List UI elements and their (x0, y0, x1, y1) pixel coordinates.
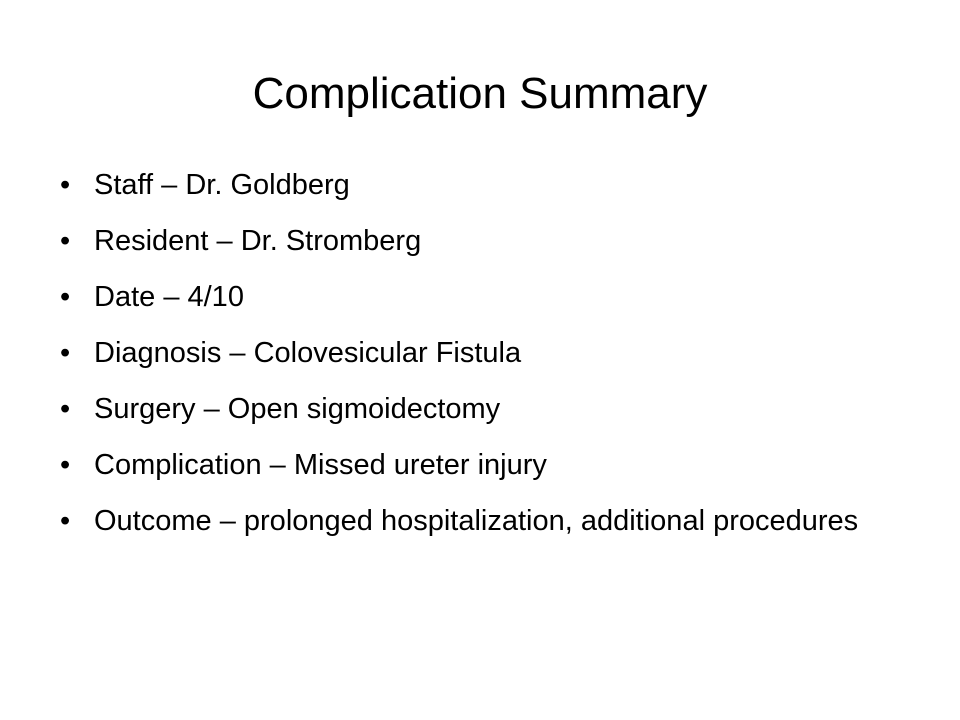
bullet-text: Complication – Missed ureter injury (94, 449, 547, 481)
bullet-item-diagnosis (58, 336, 918, 371)
bullet-icon: • (60, 169, 71, 201)
bullet-item-outcome (58, 504, 918, 539)
bullet-item-complication (58, 448, 918, 483)
bullet-item-staff (58, 168, 918, 203)
bullet-text: Surgery – Open sigmoidectomy (94, 393, 501, 425)
bullet-icon: • (60, 393, 71, 425)
bullet-text: Staff – Dr. Goldberg (94, 169, 350, 201)
bullet-text: Resident – Dr. Stromberg (94, 225, 422, 257)
bullet-item-date (58, 280, 918, 315)
bullet-text: Diagnosis – Colovesicular Fistula (94, 337, 522, 369)
slide-title: Complication Summary (252, 69, 708, 118)
bullet-text: Date – 4/10 (94, 281, 244, 313)
bullet-icon: • (60, 281, 71, 313)
bullet-icon: • (60, 505, 71, 537)
bullet-text: Outcome – prolonged hospitalization, additional procedures (94, 505, 859, 537)
bullet-icon: • (60, 225, 71, 257)
bullet-item-surgery (58, 392, 918, 427)
bullet-icon: • (60, 337, 71, 369)
bullet-item-resident (58, 224, 918, 259)
bullet-list (58, 168, 918, 539)
bullet-icon: • (60, 449, 71, 481)
